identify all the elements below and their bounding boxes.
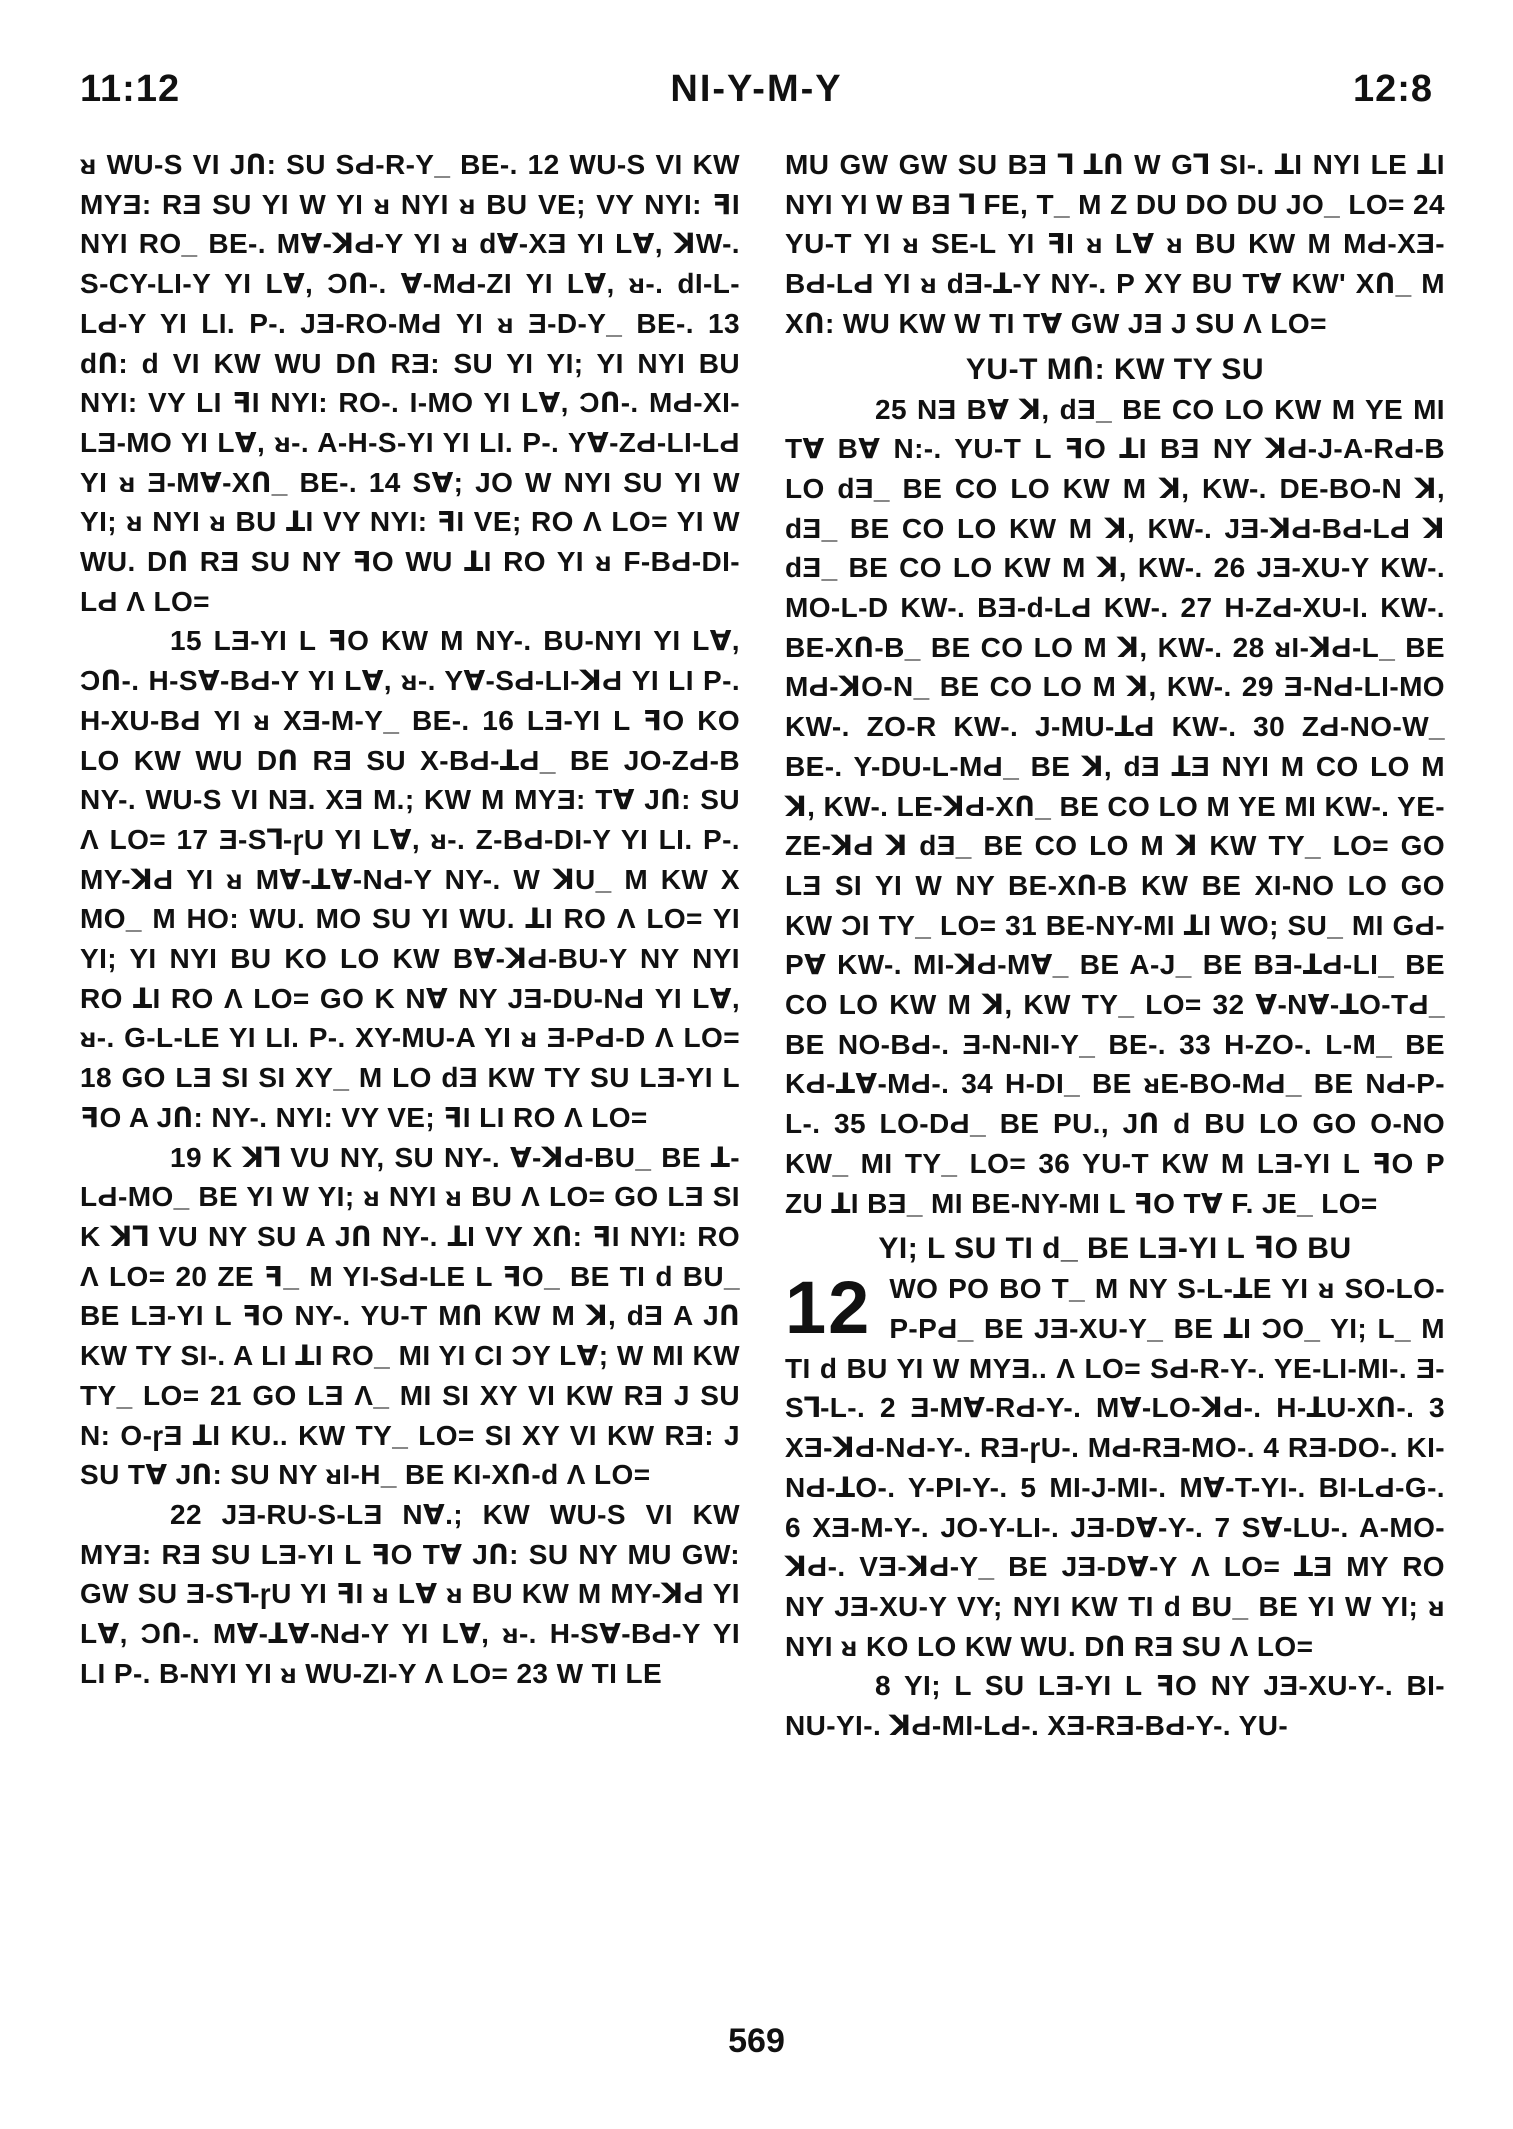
header-book-title: NI-Y-M-Y (670, 68, 843, 110)
paragraph: MU GW GW SU BƎ ꓶ ꓕՈ W Gꓶ SI-. ꓕI NYI LE ꓕI NYI YI W BƎ ꓶ FE, T_ M Z DU DO DU JO_ LO= 24 YU-T YI ᴚ SE-L YI ꟻI ᴚ LⱯ ᴚ BU KW M MԀ-XƎ-BԀ-LԀ YI ᴚ ԁƎ-ꓕ-Y NY-. P XY BU TⱯ KW' XՈ_ M XՈ: WU KW W TI TⱯ GW JƎ J SU Ʌ LO= (785, 149, 1445, 339)
paragraph: WO PO BO T_ M NY S-L-ꓕE YI ᴚ SO-LO-P-PԀ_ BE JƎ-XU-Y_ BE ꓕI ϽO_ YI; L_ M TI ԁ BU YI W MYƎ.. Ʌ LO= SԀ-R-Y-. YE-LI-MI-. Ǝ-Sꓶ-L-. 2 Ǝ-MⱯ-RԀ-Y-. MⱯ-LO-ꓘԀ-. H-ꓕU-XՈ-. 3 XƎ-ꓘԀ-NԀ-Y-. RƎ-ɼU-. MԀ-RƎ-MO-. 4 RƎ-DO-. KI-NԀ-ꓕO-. Y-PI-Y-. 5 MI-J-MI-. MⱯ-T-YI-. BI-LԀ-G-. 6 XƎ-M-Y-. JO-Y-LI-. JƎ-DⱯ-Y-. 7 SⱯ-LU-. A-MO-ꓘԀ-. VƎ-ꓘԀ-Y_ BE JƎ-DⱯ-Y Ʌ LO= ꓕƎ MY RO NY JƎ-XU-Y VY; NYI KW TI ԁ BU_ BE YI W YI; ᴚ NYI ᴚ KO LO KW WU. DՈ RƎ SU Ʌ LO= (785, 1273, 1445, 1662)
running-header (0, 68, 1513, 128)
paragraph: 19 K ꓘꓶ VU NY, SU NY-. Ɐ-ꓘԀ-BU_ BE ꓕ-LԀ-MO_ BE YI W YI; ᴚ NYI ᴚ BU Ʌ LO= GO LƎ SI K ꓘꓶ VU NY SU A JՈ NY-. ꓕI VY XՈ: ꟻI NYI: RO Ʌ LO= 20 ZE ꟻ_ M YI-SԀ-LE L ꟻO_ BE TI ԁ BU_ BE LƎ-YI L ꟻO NY-. YU-T MՈ KW M ꓘ, ԁƎ A JՈ KW TY SI-. A LI ꓕI RO_ MI YI CI ϽY LⱯ; W MI KW TY_ LO= 21 GO LƎ Ʌ_ MI SI XY VI KW RƎ J SU N: O-ɼƎ ꓕI KU.. KW TY_ LO= SI XY VI KW RƎ: J SU TⱯ JՈ: SU NY ᴚI-H_ BE KI-XՈ-ԁ Ʌ LO= (80, 1141, 740, 1491)
header-left-reference: 11:12 (80, 68, 181, 110)
chapter-number: 12 (785, 1266, 872, 1350)
paragraph: 15 LƎ-YI L ꟻO KW M NY-. BU-NYI YI LⱯ, ϽՈ-. H-SⱯ-BԀ-Y YI LⱯ, ᴚ-. YⱯ-SԀ-LI-ꓘԀ YI LI P-. H-XU-BԀ YI ᴚ XƎ-M-Y_ BE-. 16 LƎ-YI L ꟻO KO LO KW WU DՈ RƎ SU X-BԀ-ꓕԀ_ BE JO-ZԀ-B NY-. WU-S VI NƎ. XƎ M.; KW M MYƎ: TⱯ JՈ: SU Ʌ LO= 17 Ǝ-Sꓶ-ɼU YI LⱯ, ᴚ-. Z-BԀ-DI-Y YI LI. P-. MY-ꓘԀ YI ᴚ MⱯ-ꓕⱯ-NԀ-Y NY-. W ꓘU_ M KW X MO_ M HO: WU. MO SU YI WU. ꓕI RO Ʌ LO= YI YI; YI NYI BU KO LO KW BⱯ-ꓘԀ-BU-Y NY NYI RO ꓕI RO Ʌ LO= GO K NⱯ NY JƎ-DU-NԀ YI LⱯ, ᴚ-. G-L-LE YI LI. P-. XY-MU-A YI ᴚ Ǝ-PԀ-D Ʌ LO= 18 GO LƎ SI SI XY_ M LO ԁƎ KW TY SU LƎ-YI L ꟻO A JՈ: NY-. NYI: VY VE; ꟻI LI RO Ʌ LO= (80, 625, 740, 1133)
paragraph: 8 YI; L SU LƎ-YI L ꟻO NY JƎ-XU-Y-. BI-NU-YI-. ꓘԀ-MI-LԀ-. XƎ-RƎ-BԀ-Y-. YU- (785, 1670, 1445, 1742)
header-right-reference: 12:8 (1352, 68, 1433, 110)
chapter-start (785, 1266, 1445, 1666)
section-heading: YI; L SU TI ԁ_ BE LƎ-YI L ꟻO BU (878, 1232, 1352, 1266)
paragraph: ᴚ WU-S VI JՈ: SU SԀ-R-Y_ BE-. 12 WU-S VI KW MYƎ: RƎ SU YI W YI ᴚ NYI ᴚ BU VE; VY NYI: ꟻI NYI RO_ BE-. MⱯ-ꓘԀ-Y YI ᴚ ԁⱯ-XƎ YI LⱯ, ꓘW-. S-CY-LI-Y YI LⱯ, ϽՈ-. Ɐ-MԀ-ZI YI LⱯ, ᴚ-. ԁI-L-LԀ-Y YI LI. P-. JƎ-RO-MԀ YI ᴚ Ǝ-D-Y_ BE-. 13 ԁՈ: ԁ VI KW WU DՈ RƎ: SU YI YI; YI NYI BU NYI: VY LI ꟻI NYI: RO-. I-MO YI LⱯ, ϽՈ-. MԀ-XI-LƎ-MO YI LⱯ, ᴚ-. A-H-S-YI YI LI. P-. YⱯ-ZԀ-LI-LԀ YI ᴚ Ǝ-MⱯ-XՈ_ BE-. 14 SⱯ; JO W NYI SU YI W YI; ᴚ NYI ᴚ BU ꓕI VY NYI: ꟻI VE; RO Ʌ LO= YI W WU. DՈ RƎ SU NY ꟻO WU ꓕI RO YI ᴚ F-BԀ-DI-LԀ Ʌ LO= (80, 149, 740, 617)
paragraph: 22 JƎ-RU-S-LƎ NⱯ.; KW WU-S VI KW MYƎ: RƎ SU LƎ-YI L ꟻO TⱯ JՈ: SU NY MU GW: GW SU Ǝ-Sꓶ-ɼU YI ꟻI ᴚ LⱯ ᴚ BU KW M MY-ꓘԀ YI LⱯ, ϽՈ-. MⱯ-ꓕⱯ-NԀ-Y YI LⱯ, ᴚ-. H-SⱯ-BԀ-Y YI LI P-. B-NYI YI ᴚ WU-ZI-Y Ʌ LO= 23 W TI LE (80, 1498, 740, 1689)
paragraph: 25 NƎ BⱯ ꓘ, ԁƎ_ BE CO LO KW M YE MI TⱯ BⱯ N:-. YU-T L ꟻO ꓕI BƎ NY ꓘԀ-J-A-RԀ-B LO ԁƎ_ BE CO LO KW M ꓘ, KW-. DE-BO-N ꓘ, ԁƎ_ BE CO LO KW M ꓘ, KW-. JƎ-ꓘԀ-BԀ-LԀ ꓘ ԁƎ_ BE CO LO KW M ꓘ, KW-. 26 JƎ-XU-Y KW-. MO-L-D KW-. BƎ-ԁ-LԀ KW-. 27 H-ZԀ-XU-I. KW-. BE-XՈ-B_ BE CO LO M ꓘ, KW-. 28 ᴚI-ꓘԀ-L_ BE MԀ-ꓘO-N_ BE CO LO M ꓘ, KW-. 29 Ǝ-NԀ-LI-MO KW-. ZO-R KW-. J-MU-ꓕԀ KW-. 30 ZԀ-NO-W_ BE-. Y-DU-L-MԀ_ BE ꓘ, ԁƎ ꓕƎ NYI M CO LO M ꓘ, KW-. LE-ꓘԀ-XՈ_ BE CO LO M YE MI KW-. YE-ZE-ꓘԀ ꓘ ԁƎ_ BE CO LO M ꓘ KW TY_ LO= GO LƎ SI YI W NY BE-XՈ-B KW BE XI-NO LO GO KW ϽI TY_ LO= 31 BE-NY-MI ꓕI WO; SU_ MI GԀ-PⱯ KW-. MI-ꓘԀ-MⱯ_ BE A-J_ BE BƎ-ꓕԀ-LI_ BE CO LO KW M ꓘ, KW TY_ LO= 32 Ɐ-NⱯ-ꓕO-TԀ_ BE NO-BԀ-. Ǝ-N-NI-Y_ BE-. 33 H-ZO-. L-M_ BE KԀ-ꓕⱯ-MԀ-. 34 H-DI_ BE ᴚE-BO-MԀ_ BE NԀ-P-L-. 35 LO-DԀ_ BE PU., JՈ ԁ BU LO GO O-NO KW_ MI TY_ LO= 36 YU-T KW M LƎ-YI L ꟻO P ZU ꓕI BƎ_ MI BE-NY-MI L ꟻO TⱯ F. JE_ LO= (785, 393, 1445, 1219)
section-heading: YU-T MՈ: KW TY SU (965, 352, 1265, 386)
right-column (785, 145, 1445, 1746)
page-number: 569 (728, 2022, 785, 2060)
left-column (80, 145, 740, 1693)
